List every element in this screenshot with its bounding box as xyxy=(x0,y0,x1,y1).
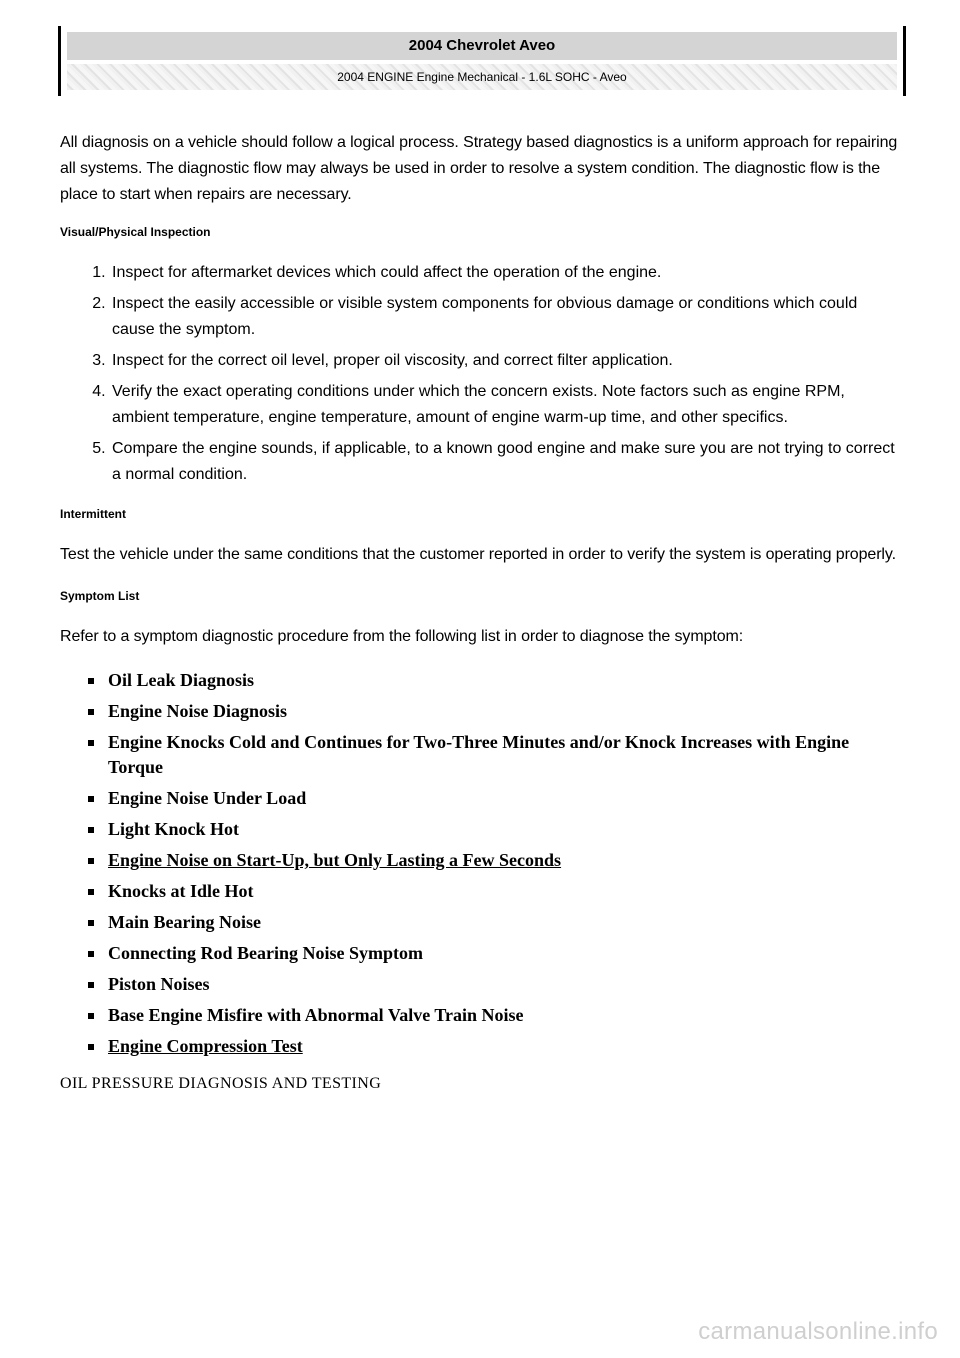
symptom-link[interactable] xyxy=(108,1034,902,1059)
document-subtitle: 2004 ENGINE Engine Mechanical - 1.6L SOHC - Aveo xyxy=(67,64,897,90)
symptom-label: Oil Leak Diagnosis xyxy=(108,670,255,690)
symptom-item xyxy=(108,817,902,842)
symptom-list xyxy=(60,668,902,1059)
symptom-label: Connecting Rod Bearing Noise Symptom xyxy=(108,943,424,963)
inspection-step: 1. Inspect for aftermarket devices which could affect the operation of the engine. xyxy=(110,260,902,286)
bullet-icon xyxy=(88,1044,94,1050)
bullet-icon xyxy=(88,920,94,926)
symptom-list-intro: Refer to a symptom diagnostic procedure from the following list in order to diagnose the symptom: xyxy=(60,628,744,645)
inspection-step: 3. Inspect for the correct oil level, proper oil viscosity, and correct filter application. xyxy=(110,348,902,374)
inspection-steps-list xyxy=(60,260,902,488)
inspection-step: 2. Inspect the easily accessible or visible system components for obvious damage or conditions which could cause the symptom. xyxy=(110,291,902,343)
inspection-step: 4. Verify the exact operating conditions under which the concern exists. Note factors such as engine RPM, ambient temperature, engine temperature, amount of engine warm-up time, and other specifics. xyxy=(110,379,902,431)
bullet-icon xyxy=(88,678,94,684)
symptom-item xyxy=(108,941,902,966)
symptom-item xyxy=(108,730,902,780)
intro-paragraph: All diagnosis on a vehicle should follow a logical process. Strategy based diagnostics is a uniform approach for repairing all systems. The diagnostic flow may always be used in order to resolve a system condition. The diagnostic flow is the place to start when repairs are necessary. xyxy=(60,134,898,203)
symptom-label: Main Bearing Noise xyxy=(108,912,261,932)
symptom-item xyxy=(108,699,902,724)
symptom-link-label[interactable]: Engine Noise on Start-Up, but Only Lasting a Few Seconds xyxy=(108,850,562,870)
bullet-icon xyxy=(88,889,94,895)
watermark: carmanualsonline.info xyxy=(698,1318,938,1345)
bullet-icon xyxy=(88,796,94,802)
visual-inspection-heading: Visual/Physical Inspection xyxy=(60,225,211,239)
intermittent-paragraph: Test the vehicle under the same conditions that the customer reported in order to verify the system is operating properly. xyxy=(60,546,896,563)
bullet-icon xyxy=(88,1013,94,1019)
symptom-item xyxy=(108,972,902,997)
symptom-link-label[interactable]: Engine Compression Test xyxy=(108,1036,303,1056)
document-body xyxy=(60,130,902,1093)
symptom-list-heading: Symptom List xyxy=(60,589,140,603)
symptom-item xyxy=(108,910,902,935)
bullet-icon xyxy=(88,982,94,988)
bullet-icon xyxy=(88,858,94,864)
document-title: 2004 Chevrolet Aveo xyxy=(67,32,897,60)
symptom-item xyxy=(108,668,902,693)
bullet-icon xyxy=(88,709,94,715)
document-header xyxy=(58,26,906,96)
symptom-label: Light Knock Hot xyxy=(108,819,240,839)
symptom-label: Engine Knocks Cold and Continues for Two-Three Minutes and/or Knock Increases with Engine Torque xyxy=(108,732,850,777)
symptom-link[interactable] xyxy=(108,848,902,873)
next-section-heading: OIL PRESSURE DIAGNOSIS AND TESTING xyxy=(60,1075,382,1092)
bullet-icon xyxy=(88,827,94,833)
symptom-label: Knocks at Idle Hot xyxy=(108,881,254,901)
inspection-step: 5. Compare the engine sounds, if applicable, to a known good engine and make sure you are not trying to correct a normal condition. xyxy=(110,436,902,488)
symptom-label: Engine Noise Diagnosis xyxy=(108,701,288,721)
intermittent-heading: Intermittent xyxy=(60,507,126,521)
bullet-icon xyxy=(88,740,94,746)
symptom-label: Piston Noises xyxy=(108,974,210,994)
symptom-item xyxy=(108,1003,902,1028)
bullet-icon xyxy=(88,951,94,957)
symptom-label: Engine Noise Under Load xyxy=(108,788,307,808)
symptom-label: Base Engine Misfire with Abnormal Valve Train Noise xyxy=(108,1005,524,1025)
symptom-item xyxy=(108,786,902,811)
symptom-item xyxy=(108,879,902,904)
